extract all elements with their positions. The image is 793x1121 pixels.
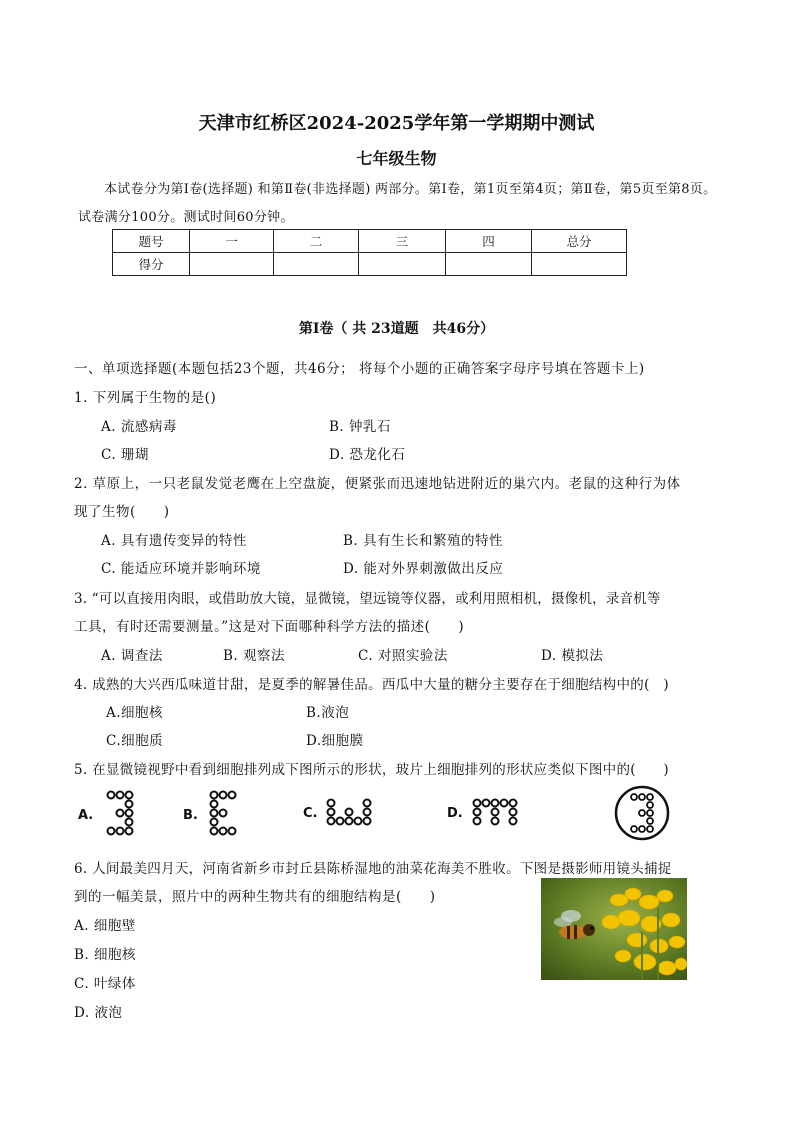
q5-option-b[interactable]: B. bbox=[183, 808, 198, 823]
q2-option-a[interactable]: A. 具有遗传变异的特性 bbox=[101, 533, 247, 549]
score-header-cell: 总分 bbox=[532, 230, 627, 253]
q3-option-c[interactable]: C. 对照实验法 bbox=[358, 648, 448, 664]
q5-option-c[interactable]: C. bbox=[303, 806, 318, 821]
q2-option-d[interactable]: D. 能对外界刺激做出反应 bbox=[343, 561, 504, 577]
score-cell[interactable] bbox=[446, 253, 532, 276]
q2-option-c[interactable]: C. 能适应环境并影响环境 bbox=[101, 561, 261, 577]
score-header-cell: 四 bbox=[446, 230, 532, 253]
bee-on-rapeseed-flower-photo bbox=[541, 878, 687, 980]
q4-option-d[interactable]: D.细胞膜 bbox=[306, 733, 364, 749]
score-row-label: 得分 bbox=[113, 253, 190, 276]
q3-option-d[interactable]: D. 模拟法 bbox=[541, 648, 604, 664]
score-table-row bbox=[113, 230, 627, 253]
q6-option-b[interactable]: B. 细胞核 bbox=[74, 947, 137, 963]
exam-intro: 本试卷分为第Ⅰ卷(选择题) 和第Ⅱ卷(非选择题) 两部分。第Ⅰ卷，第1页至第4页；第Ⅱ卷，第5页至第8页。试卷满分100分。测试时间60分钟。 bbox=[78, 182, 717, 225]
score-header-cell: 题号 bbox=[113, 230, 190, 253]
question-1-stem: 1. 下列属于生物的是() bbox=[74, 390, 217, 406]
q6-option-c[interactable]: C. 叶绿体 bbox=[74, 976, 136, 992]
q6-option-a[interactable]: A. 细胞壁 bbox=[74, 918, 136, 934]
question-2-stem: 2. 草原上，一只老鼠发觉老鹰在上空盘旋，便紧张而迅速地钻进附近的巢穴内。老鼠的这种行为体 bbox=[74, 476, 681, 492]
q4-option-c[interactable]: C.细胞质 bbox=[106, 733, 164, 749]
q6-option-d[interactable]: D. 液泡 bbox=[74, 1005, 123, 1021]
q5-option-a-cells bbox=[105, 790, 139, 838]
section-instruction: 一、单项选择题(本题包括23个题，共46分； 将每个小题的正确答案字母序号填在答题卡上) bbox=[74, 361, 645, 377]
q3-option-a[interactable]: A. 调查法 bbox=[101, 648, 163, 664]
score-table-row bbox=[113, 253, 627, 276]
q1-option-b[interactable]: B. 钟乳石 bbox=[329, 419, 392, 435]
score-header-cell: 二 bbox=[274, 230, 359, 253]
question-2-stem-cont: 现了生物( ) bbox=[74, 504, 170, 520]
score-table bbox=[112, 229, 627, 276]
score-cell[interactable] bbox=[190, 253, 274, 276]
q1-option-c[interactable]: C. 珊瑚 bbox=[101, 447, 149, 463]
exam-title: 天津市红桥区2024-2025学年第一学期期中测试 bbox=[198, 113, 595, 134]
score-cell[interactable] bbox=[532, 253, 627, 276]
question-3-stem-cont: 工具，有时还需要测量。”这是对下面哪种科学方法的描述( ) bbox=[74, 619, 465, 635]
q5-option-d-cells bbox=[472, 798, 524, 832]
score-cell[interactable] bbox=[359, 253, 446, 276]
q5-option-c-cells bbox=[326, 798, 378, 832]
question-4-stem: 4. 成熟的大兴西瓜味道甘甜，是夏季的解暑佳品。西瓜中大量的糖分主要存在于细胞结构中的( ) bbox=[74, 677, 670, 693]
q3-option-b[interactable]: B. 观察法 bbox=[223, 648, 286, 664]
q4-option-b[interactable]: B.液泡 bbox=[306, 705, 350, 721]
q5-option-b-cells bbox=[208, 790, 242, 838]
question-6-stem: 6. 人间最美四月天，河南省新乡市封丘县陈桥湿地的油菜花海美不胜收。下图是摄影师用镜头捕捉 bbox=[74, 861, 672, 877]
q4-option-a[interactable]: A.细胞核 bbox=[106, 705, 164, 721]
section-title: 第Ⅰ卷（ 共 23道题 共46分） bbox=[298, 321, 495, 337]
q5-microscope-view bbox=[614, 785, 670, 841]
q1-option-d[interactable]: D. 恐龙化石 bbox=[329, 447, 406, 463]
score-header-cell: 三 bbox=[359, 230, 446, 253]
q5-option-a[interactable]: A. bbox=[78, 808, 94, 823]
question-6-stem-cont: 到的一幅美景，照片中的两种生物共有的细胞结构是( ) bbox=[74, 889, 436, 905]
q2-option-b[interactable]: B. 具有生长和繁殖的特性 bbox=[343, 533, 504, 549]
exam-subject: 七年级生物 bbox=[356, 149, 437, 168]
score-header-cell: 一 bbox=[190, 230, 274, 253]
q1-option-a[interactable]: A. 流感病毒 bbox=[101, 419, 177, 435]
question-5-stem: 5. 在显微镜视野中看到细胞排列成下图所示的形状，玻片上细胞排列的形状应类似下图中的( ) bbox=[74, 762, 670, 778]
score-cell[interactable] bbox=[274, 253, 359, 276]
question-3-stem: 3. “可以直接用肉眼，或借助放大镜，显微镜，望远镜等仪器，或利用照相机，摄像机，录音机等 bbox=[74, 591, 661, 607]
q5-option-d[interactable]: D. bbox=[447, 806, 463, 821]
